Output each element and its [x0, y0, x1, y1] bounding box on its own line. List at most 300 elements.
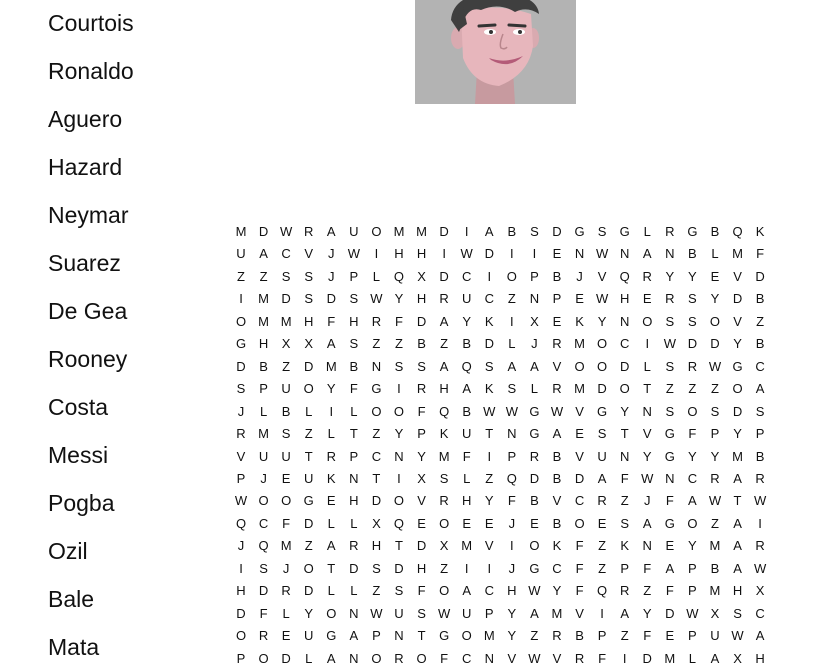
grid-cell[interactable]: P [620, 560, 630, 576]
grid-cell[interactable]: O [597, 336, 608, 352]
grid-cell[interactable]: Z [485, 470, 494, 486]
grid-cell[interactable]: Y [417, 448, 426, 464]
grid-cell[interactable]: F [327, 313, 336, 329]
grid-cell[interactable]: F [756, 246, 765, 262]
grid-cell[interactable]: A [326, 224, 336, 239]
grid-cell[interactable]: N [349, 605, 359, 621]
grid-cell[interactable]: N [394, 448, 404, 464]
grid-cell[interactable]: O [574, 515, 585, 531]
grid-cell[interactable]: X [372, 515, 381, 531]
grid-cell[interactable]: A [462, 381, 472, 397]
grid-cell[interactable]: R [529, 448, 540, 464]
grid-cell[interactable]: Q [235, 515, 247, 531]
grid-cell[interactable]: G [687, 224, 698, 239]
grid-cell[interactable]: Z [440, 336, 449, 352]
grid-cell[interactable]: Y [394, 291, 404, 307]
grid-cell[interactable]: R [371, 313, 382, 329]
grid-cell[interactable]: N [484, 650, 494, 666]
grid-cell[interactable]: P [530, 268, 539, 284]
grid-cell[interactable]: O [416, 650, 427, 666]
grid-cell[interactable]: M [551, 605, 563, 621]
grid-cell[interactable]: X [439, 538, 449, 554]
grid-cell[interactable]: V [236, 448, 246, 464]
grid-cell[interactable]: W [753, 560, 767, 576]
grid-cell[interactable]: T [395, 538, 403, 554]
grid-cell[interactable]: U [281, 448, 291, 464]
grid-cell[interactable]: R [597, 493, 607, 509]
grid-cell[interactable]: Z [372, 426, 381, 442]
grid-cell[interactable]: E [417, 515, 426, 531]
grid-cell[interactable]: J [576, 268, 583, 284]
grid-cell[interactable]: R [326, 448, 336, 464]
grid-cell[interactable]: G [574, 224, 585, 239]
grid-cell[interactable]: C [371, 448, 382, 464]
grid-cell[interactable]: T [620, 426, 629, 442]
grid-cell[interactable]: D [304, 515, 314, 531]
grid-cell[interactable]: L [350, 515, 358, 531]
grid-cell[interactable]: H [507, 583, 517, 599]
grid-cell[interactable]: S [507, 381, 517, 397]
grid-cell[interactable]: O [258, 493, 269, 509]
grid-cell[interactable]: E [665, 538, 675, 554]
grid-cell[interactable]: Z [440, 560, 449, 576]
grid-cell[interactable]: V [552, 650, 562, 666]
grid-cell[interactable]: J [328, 268, 335, 284]
grid-cell[interactable]: M [258, 291, 269, 307]
grid-cell[interactable]: H [416, 560, 427, 576]
grid-cell[interactable]: F [620, 470, 629, 486]
grid-cell[interactable]: L [372, 268, 381, 284]
grid-cell[interactable]: Z [620, 628, 629, 644]
grid-cell[interactable]: R [258, 628, 269, 644]
grid-cell[interactable]: D [484, 336, 494, 352]
grid-cell[interactable]: Q [461, 358, 472, 374]
grid-cell[interactable]: M [732, 246, 743, 262]
grid-cell[interactable]: E [281, 628, 291, 644]
grid-cell[interactable]: Y [507, 605, 517, 621]
grid-cell[interactable]: L [327, 426, 335, 442]
grid-cell[interactable]: W [663, 336, 676, 352]
grid-cell[interactable]: H [416, 291, 427, 307]
grid-cell[interactable]: Y [484, 493, 494, 509]
grid-cell[interactable]: W [505, 403, 518, 419]
grid-cell[interactable]: O [506, 268, 517, 284]
grid-cell[interactable]: D [552, 224, 562, 239]
grid-cell[interactable]: H [416, 246, 427, 262]
grid-cell[interactable]: F [507, 493, 516, 509]
grid-cell[interactable]: D [619, 358, 630, 374]
grid-cell[interactable]: D [416, 313, 427, 329]
grid-cell[interactable]: Y [710, 291, 720, 307]
grid-cell[interactable]: B [552, 515, 562, 531]
grid-cell[interactable]: H [394, 246, 404, 262]
grid-cell[interactable]: Y [733, 426, 742, 442]
grid-cell[interactable]: Y [665, 268, 675, 284]
grid-cell[interactable]: D [258, 583, 269, 599]
grid-cell[interactable]: C [552, 560, 562, 576]
grid-cell[interactable]: S [688, 313, 697, 329]
grid-cell[interactable]: F [417, 583, 426, 599]
grid-cell[interactable]: Z [643, 583, 652, 599]
grid-cell[interactable]: H [755, 650, 765, 666]
grid-cell[interactable]: I [442, 246, 446, 262]
grid-cell[interactable]: N [529, 291, 540, 307]
grid-cell[interactable]: I [510, 246, 514, 262]
grid-cell[interactable]: Y [326, 381, 336, 397]
grid-cell[interactable]: R [439, 291, 449, 307]
grid-cell[interactable]: M [258, 426, 269, 442]
grid-cell[interactable]: M [280, 538, 292, 554]
grid-cell[interactable]: E [597, 515, 607, 531]
grid-cell[interactable]: A [462, 583, 472, 599]
grid-cell[interactable]: S [710, 403, 720, 419]
grid-cell[interactable]: W [731, 628, 744, 644]
grid-cell[interactable]: O [281, 493, 292, 509]
grid-cell[interactable]: L [508, 336, 516, 352]
grid-cell[interactable]: R [304, 224, 314, 239]
grid-cell[interactable]: S [417, 358, 426, 374]
grid-cell[interactable]: O [393, 493, 405, 509]
grid-cell[interactable]: A [439, 358, 449, 374]
grid-cell[interactable]: R [710, 470, 720, 486]
grid-cell[interactable]: F [395, 313, 403, 329]
grid-cell[interactable]: P [349, 268, 359, 284]
grid-cell[interactable]: C [461, 268, 472, 284]
grid-cell[interactable]: A [552, 426, 562, 442]
grid-cell[interactable]: S [620, 515, 630, 531]
grid-cell[interactable]: P [259, 381, 268, 397]
grid-cell[interactable]: F [462, 448, 471, 464]
grid-cell[interactable]: Z [710, 515, 719, 531]
grid-cell[interactable]: Y [620, 403, 630, 419]
grid-cell[interactable]: L [305, 650, 313, 666]
grid-cell[interactable]: H [439, 381, 449, 397]
grid-cell[interactable]: L [327, 515, 335, 531]
grid-cell[interactable]: K [326, 470, 336, 486]
grid-cell[interactable]: N [665, 246, 675, 262]
grid-cell[interactable]: I [239, 560, 243, 576]
grid-cell[interactable]: M [709, 583, 721, 599]
grid-cell[interactable]: R [552, 381, 562, 397]
grid-cell[interactable]: N [574, 246, 585, 262]
grid-cell[interactable]: T [485, 426, 494, 442]
grid-cell[interactable]: D [439, 268, 449, 284]
grid-cell[interactable]: N [349, 650, 359, 666]
grid-cell[interactable]: O [258, 650, 269, 666]
grid-cell[interactable]: G [326, 628, 337, 644]
grid-cell[interactable]: M [258, 313, 269, 329]
grid-cell[interactable]: I [374, 246, 379, 262]
grid-cell[interactable]: O [371, 403, 382, 419]
grid-cell[interactable]: Y [710, 448, 720, 464]
grid-cell[interactable]: J [328, 246, 335, 262]
grid-cell[interactable]: H [461, 493, 472, 509]
grid-cell[interactable]: M [280, 313, 292, 329]
grid-cell[interactable]: M [483, 628, 495, 644]
grid-cell[interactable]: N [371, 358, 382, 374]
grid-cell[interactable]: Y [688, 268, 697, 284]
grid-cell[interactable]: O [235, 313, 247, 329]
grid-cell[interactable]: M [393, 224, 405, 239]
grid-cell[interactable]: W [528, 583, 541, 599]
grid-cell[interactable]: B [552, 268, 562, 284]
grid-cell[interactable]: U [710, 628, 720, 644]
grid-cell[interactable]: A [733, 515, 742, 531]
grid-cell[interactable]: M [235, 224, 247, 239]
grid-cell[interactable]: Y [462, 313, 472, 329]
grid-cell[interactable]: C [687, 470, 698, 486]
grid-cell[interactable]: U [461, 291, 472, 307]
grid-cell[interactable]: S [665, 358, 675, 374]
grid-cell[interactable]: Y [304, 605, 314, 621]
grid-cell[interactable]: G [235, 336, 247, 352]
grid-cell[interactable]: U [461, 605, 472, 621]
grid-cell[interactable]: O [597, 358, 608, 374]
grid-cell[interactable]: E [575, 291, 584, 307]
grid-cell[interactable]: I [758, 515, 762, 531]
grid-cell[interactable]: J [260, 470, 267, 486]
grid-cell[interactable]: M [461, 538, 473, 554]
grid-cell[interactable]: O [439, 583, 450, 599]
grid-cell[interactable]: V [575, 403, 584, 419]
grid-cell[interactable]: C [755, 358, 765, 374]
grid-cell[interactable]: Q [439, 403, 450, 419]
grid-cell[interactable]: B [552, 448, 562, 464]
grid-cell[interactable]: S [372, 560, 381, 576]
grid-cell[interactable]: F [665, 583, 674, 599]
grid-cell[interactable]: H [371, 538, 382, 554]
grid-cell[interactable]: O [709, 313, 721, 329]
grid-cell[interactable]: X [417, 470, 426, 486]
grid-cell[interactable]: O [461, 628, 472, 644]
grid-cell[interactable]: B [755, 448, 765, 464]
grid-cell[interactable]: W [708, 493, 722, 509]
grid-cell[interactable]: F [575, 583, 584, 599]
grid-cell[interactable]: J [508, 560, 516, 576]
grid-cell[interactable]: B [259, 358, 268, 374]
grid-cell[interactable]: B [710, 224, 720, 239]
grid-cell[interactable]: F [440, 650, 449, 666]
grid-cell[interactable]: I [464, 224, 469, 239]
grid-cell[interactable]: V [597, 268, 607, 284]
grid-cell[interactable]: V [575, 605, 584, 621]
grid-cell[interactable]: Z [665, 381, 674, 397]
grid-cell[interactable]: V [552, 358, 562, 374]
grid-cell[interactable]: L [259, 403, 268, 419]
grid-cell[interactable]: T [643, 381, 652, 397]
grid-cell[interactable]: M [438, 448, 450, 464]
grid-cell[interactable]: N [642, 538, 652, 554]
grid-cell[interactable]: L [350, 403, 358, 419]
grid-cell[interactable]: B [462, 336, 472, 352]
grid-cell[interactable]: Q [619, 268, 630, 284]
grid-cell[interactable]: J [531, 336, 538, 352]
grid-cell[interactable]: B [507, 224, 517, 239]
grid-cell[interactable]: E [710, 268, 720, 284]
grid-cell[interactable]: X [755, 583, 765, 599]
grid-cell[interactable]: S [597, 426, 607, 442]
grid-cell[interactable]: H [732, 583, 743, 599]
grid-cell[interactable]: B [417, 336, 426, 352]
grid-cell[interactable]: V [733, 313, 742, 329]
grid-cell[interactable]: N [394, 628, 404, 644]
grid-cell[interactable]: V [484, 538, 494, 554]
grid-cell[interactable]: O [326, 605, 337, 621]
grid-cell[interactable]: U [304, 470, 314, 486]
grid-cell[interactable]: H [304, 313, 314, 329]
grid-cell[interactable]: B [349, 358, 359, 374]
grid-cell[interactable]: A [642, 515, 652, 531]
grid-cell[interactable]: F [575, 538, 584, 554]
grid-cell[interactable]: Z [598, 538, 607, 554]
grid-cell[interactable]: F [282, 515, 291, 531]
grid-cell[interactable]: P [349, 448, 359, 464]
grid-cell[interactable]: D [304, 583, 314, 599]
grid-cell[interactable]: W [595, 291, 609, 307]
grid-cell[interactable]: F [417, 403, 426, 419]
grid-cell[interactable]: P [507, 448, 517, 464]
grid-cell[interactable]: N [665, 470, 675, 486]
grid-cell[interactable]: A [710, 650, 720, 666]
grid-cell[interactable]: D [236, 358, 246, 374]
grid-cell[interactable]: W [370, 291, 383, 307]
grid-cell[interactable]: N [619, 448, 630, 464]
grid-cell[interactable]: U [258, 448, 269, 464]
grid-cell[interactable]: E [642, 291, 652, 307]
grid-cell[interactable]: S [304, 291, 314, 307]
grid-cell[interactable]: X [710, 605, 720, 621]
grid-cell[interactable]: T [372, 470, 381, 486]
grid-cell[interactable]: A [530, 605, 539, 621]
grid-cell[interactable]: O [732, 381, 743, 397]
grid-cell[interactable]: W [437, 605, 451, 621]
grid-cell[interactable]: D [416, 538, 427, 554]
grid-cell[interactable]: Q [393, 515, 405, 531]
grid-cell[interactable]: K [620, 538, 630, 554]
grid-cell[interactable]: N [619, 246, 630, 262]
grid-cell[interactable]: R [665, 291, 675, 307]
grid-cell[interactable]: Z [395, 336, 403, 352]
grid-cell[interactable]: Z [259, 268, 268, 284]
grid-cell[interactable]: P [688, 628, 697, 644]
grid-cell[interactable]: L [282, 605, 290, 621]
grid-cell[interactable]: D [281, 291, 291, 307]
grid-cell[interactable]: S [304, 268, 314, 284]
grid-cell[interactable]: C [484, 291, 494, 307]
grid-cell[interactable]: S [530, 224, 539, 239]
grid-cell[interactable]: I [532, 246, 537, 262]
grid-cell[interactable]: P [236, 470, 246, 486]
grid-cell[interactable]: E [484, 515, 494, 531]
grid-cell[interactable]: A [507, 358, 517, 374]
grid-cell[interactable]: U [281, 381, 291, 397]
grid-cell[interactable]: D [732, 291, 743, 307]
grid-cell[interactable]: Z [688, 381, 697, 397]
grid-cell[interactable]: L [643, 224, 651, 239]
grid-cell[interactable]: G [732, 358, 743, 374]
grid-cell[interactable]: C [484, 583, 494, 599]
grid-cell[interactable]: S [484, 358, 494, 374]
grid-cell[interactable]: M [416, 224, 427, 239]
grid-cell[interactable]: U [461, 426, 472, 442]
grid-cell[interactable]: R [394, 650, 404, 666]
grid-cell[interactable]: D [326, 291, 336, 307]
grid-cell[interactable]: E [530, 515, 539, 531]
grid-cell[interactable]: Q [597, 583, 608, 599]
grid-cell[interactable]: P [710, 426, 720, 442]
grid-cell[interactable]: P [755, 426, 765, 442]
grid-cell[interactable]: S [259, 560, 268, 576]
grid-cell[interactable]: D [236, 605, 246, 621]
grid-cell[interactable]: Z [372, 583, 381, 599]
grid-cell[interactable]: D [755, 268, 765, 284]
grid-cell[interactable]: A [665, 560, 675, 576]
grid-cell[interactable]: A [620, 605, 630, 621]
grid-cell[interactable]: D [304, 358, 314, 374]
grid-cell[interactable]: D [484, 246, 494, 262]
grid-cell[interactable]: U [304, 628, 314, 644]
grid-cell[interactable]: O [303, 560, 314, 576]
grid-cell[interactable]: P [417, 426, 426, 442]
grid-cell[interactable]: F [688, 426, 697, 442]
grid-cell[interactable]: F [643, 560, 652, 576]
grid-cell[interactable]: D [281, 650, 291, 666]
grid-cell[interactable]: Y [597, 313, 607, 329]
grid-cell[interactable]: O [439, 515, 450, 531]
grid-cell[interactable]: A [326, 538, 336, 554]
grid-cell[interactable]: E [665, 628, 675, 644]
grid-cell[interactable]: W [279, 224, 293, 239]
grid-cell[interactable]: G [597, 403, 608, 419]
grid-cell[interactable]: R [574, 650, 585, 666]
grid-cell[interactable]: O [687, 403, 698, 419]
grid-cell[interactable]: U [394, 605, 404, 621]
grid-cell[interactable]: B [530, 493, 539, 509]
grid-cell[interactable]: O [529, 538, 540, 554]
grid-cell[interactable]: S [281, 268, 291, 284]
grid-cell[interactable]: S [665, 403, 675, 419]
grid-cell[interactable]: N [642, 403, 652, 419]
grid-cell[interactable]: I [397, 381, 401, 397]
grid-cell[interactable]: S [349, 291, 359, 307]
grid-cell[interactable]: S [755, 403, 765, 419]
grid-cell[interactable]: V [304, 246, 314, 262]
grid-cell[interactable]: L [327, 583, 335, 599]
grid-cell[interactable]: U [236, 246, 246, 262]
grid-cell[interactable]: A [755, 628, 765, 644]
grid-cell[interactable]: E [575, 426, 584, 442]
grid-cell[interactable]: Y [394, 426, 404, 442]
grid-cell[interactable]: F [259, 605, 268, 621]
grid-cell[interactable]: R [349, 538, 359, 554]
grid-cell[interactable]: K [484, 381, 494, 397]
grid-cell[interactable]: P [688, 560, 697, 576]
grid-cell[interactable]: V [507, 650, 517, 666]
grid-cell[interactable]: D [349, 560, 359, 576]
grid-cell[interactable]: G [619, 224, 630, 239]
grid-cell[interactable]: M [732, 448, 743, 464]
grid-cell[interactable]: S [688, 291, 697, 307]
grid-cell[interactable]: I [464, 560, 469, 576]
grid-cell[interactable]: M [574, 381, 585, 397]
grid-cell[interactable]: Y [642, 605, 652, 621]
grid-cell[interactable]: O [235, 628, 247, 644]
grid-cell[interactable]: A [733, 538, 742, 554]
grid-cell[interactable]: I [397, 470, 401, 486]
grid-cell[interactable]: R [665, 224, 675, 239]
grid-cell[interactable]: T [733, 493, 742, 509]
grid-cell[interactable]: M [574, 336, 585, 352]
